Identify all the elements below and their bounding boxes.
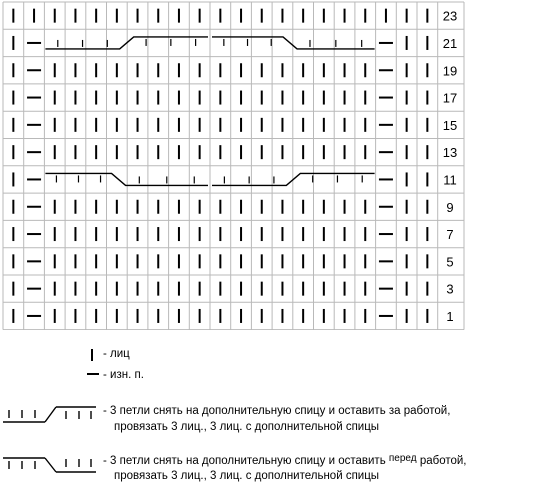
legend-cable-front-line1 bbox=[103, 454, 467, 469]
row-number: 21 bbox=[442, 35, 458, 51]
legend-cable-front-line1b: работой, bbox=[419, 455, 467, 467]
row-number: 11 bbox=[443, 172, 457, 188]
legend-cable-back-line1: - 3 петли снять на дополнительную спицу и оставить за работой, bbox=[103, 405, 451, 417]
row-number: 1 bbox=[446, 308, 454, 324]
legend-knit-label: - лиц bbox=[103, 348, 130, 360]
row-number: 3 bbox=[446, 281, 454, 297]
legend-cable-front-word: перед bbox=[388, 453, 417, 464]
cable-back-symbol-icon bbox=[0, 402, 98, 424]
legend-cable-front-line1a: - 3 петли снять на дополнительную спицу и оставить bbox=[103, 455, 386, 467]
row-number: 9 bbox=[446, 199, 454, 215]
row-number: 19 bbox=[442, 63, 458, 79]
row-number: 17 bbox=[442, 90, 458, 106]
cable-front-symbol-icon bbox=[0, 453, 98, 475]
legend-cable-back-line2: провязать 3 лиц., 3 лиц. с дополнительной спицы bbox=[114, 421, 380, 433]
row-number: 5 bbox=[446, 254, 454, 270]
legend-purl-label: - изн. п. bbox=[103, 369, 144, 381]
purl-symbol-icon bbox=[86, 370, 100, 378]
row-number: 23 bbox=[442, 8, 458, 24]
row-number: 7 bbox=[446, 227, 454, 243]
knit-symbol-icon bbox=[88, 348, 96, 362]
legend-cable-front-line2: провязать 3 лиц., 3 лиц. с дополнительной спицы bbox=[114, 470, 380, 482]
row-number: 13 bbox=[442, 145, 458, 161]
row-number: 15 bbox=[442, 117, 458, 133]
